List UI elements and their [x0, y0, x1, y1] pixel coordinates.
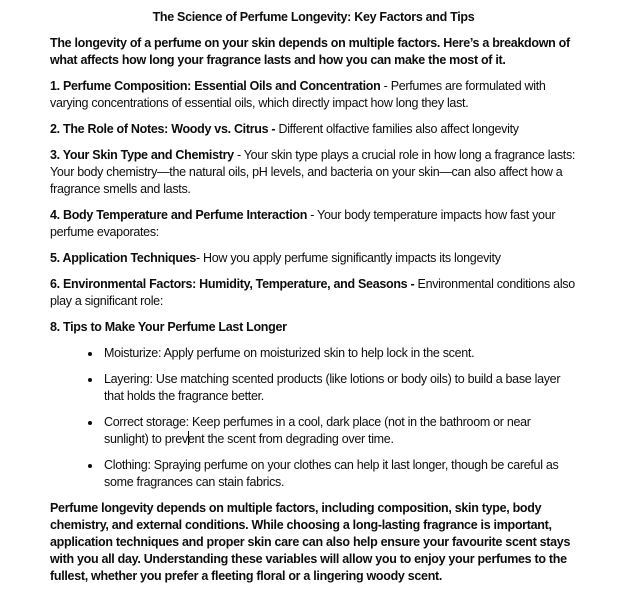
intro-paragraph: The longevity of a perfume on your skin depends on multiple factors. Here’s a breakdown of what affects how long your fragrance lasts and how you can make the most of it. — [50, 36, 570, 67]
section-2-heading: 2. The Role of Notes: Woody vs. Citrus - — [50, 122, 276, 136]
section-3-body: - Your skin type plays a crucial role in how long a fragrance lasts: Your body chemistry—the natural oils, pH levels, and bacteria on your skin—can also affect how a fragrance smells and lasts. — [50, 148, 576, 196]
list-item-correct-storage — [102, 414, 577, 448]
conclusion-paragraph: Perfume longevity depends on multiple factors, including composition, skin type, body chemistry, and external conditions. While choosing a long-lasting fragrance is important, application techniques and proper skin care can also help ensure your favourite scent stays with you all day. Understanding these variables will allow you to enjoy your perfumes to the fullest, whether you prefer a fleeting floral or a lingering woody scent. — [50, 501, 571, 583]
section-6-heading: 6. Environmental Factors: Humidity, Temperature, and Seasons - — [50, 277, 415, 291]
section-4-body: - Your body temperature impacts how fast your perfume evaporates: — [50, 208, 556, 239]
list-item-text: Moisturize: Apply perfume on moisturized skin to help lock in the scent. — [104, 346, 475, 360]
section-2-body: Different olfactive families also affect longevity — [275, 122, 519, 136]
section-paragraph-1 — [50, 78, 577, 112]
section-1-heading: 1. Perfume Composition: Essential Oils and Concentration — [50, 79, 381, 93]
list-item-clothing — [102, 457, 577, 491]
section-paragraph-6 — [50, 276, 577, 310]
document-title: The Science of Perfume Longevity: Key Factors and Tips — [152, 10, 475, 24]
section-5-body: - How you apply perfume significantly impacts its longevity — [196, 251, 501, 265]
section-paragraph-5 — [50, 250, 577, 267]
list-item-text: Layering: Use matching scented products (like lotions or body oils) to build a base layer that holds the fragrance better. — [104, 372, 561, 403]
section-paragraph-8 — [50, 319, 577, 336]
list-item-moisturize — [102, 345, 577, 362]
section-3-heading: 3. Your Skin Type and Chemistry — [50, 148, 234, 162]
section-5-heading: 5. Application Techniques — [50, 251, 196, 265]
list-item-layering — [102, 371, 577, 405]
section-paragraph-3 — [50, 147, 577, 198]
section-1-body: - Perfumes are formulated with varying concentrations of essential oils, which directly impact how long they last. — [50, 79, 546, 110]
section-6-body: Environmental conditions also play a significant role: — [50, 277, 575, 308]
list-item-text-before-caret: Correct storage: Keep perfumes in a cool, dark place (not in the bathroom or near sunlight) to prev — [104, 415, 531, 446]
list-item-text: Clothing: Spraying perfume on your clothes can help it last longer, though be careful as some fragrances can stain fabrics. — [104, 458, 559, 489]
tips-list — [50, 345, 577, 491]
list-item-text-after-caret: ent the scent from degrading over time. — [187, 432, 394, 446]
section-8-heading: 8. Tips to Make Your Perfume Last Longer — [50, 320, 287, 334]
section-paragraph-4 — [50, 207, 577, 241]
section-paragraph-2 — [50, 121, 577, 138]
section-4-heading: 4. Body Temperature and Perfume Interaction — [50, 208, 308, 222]
